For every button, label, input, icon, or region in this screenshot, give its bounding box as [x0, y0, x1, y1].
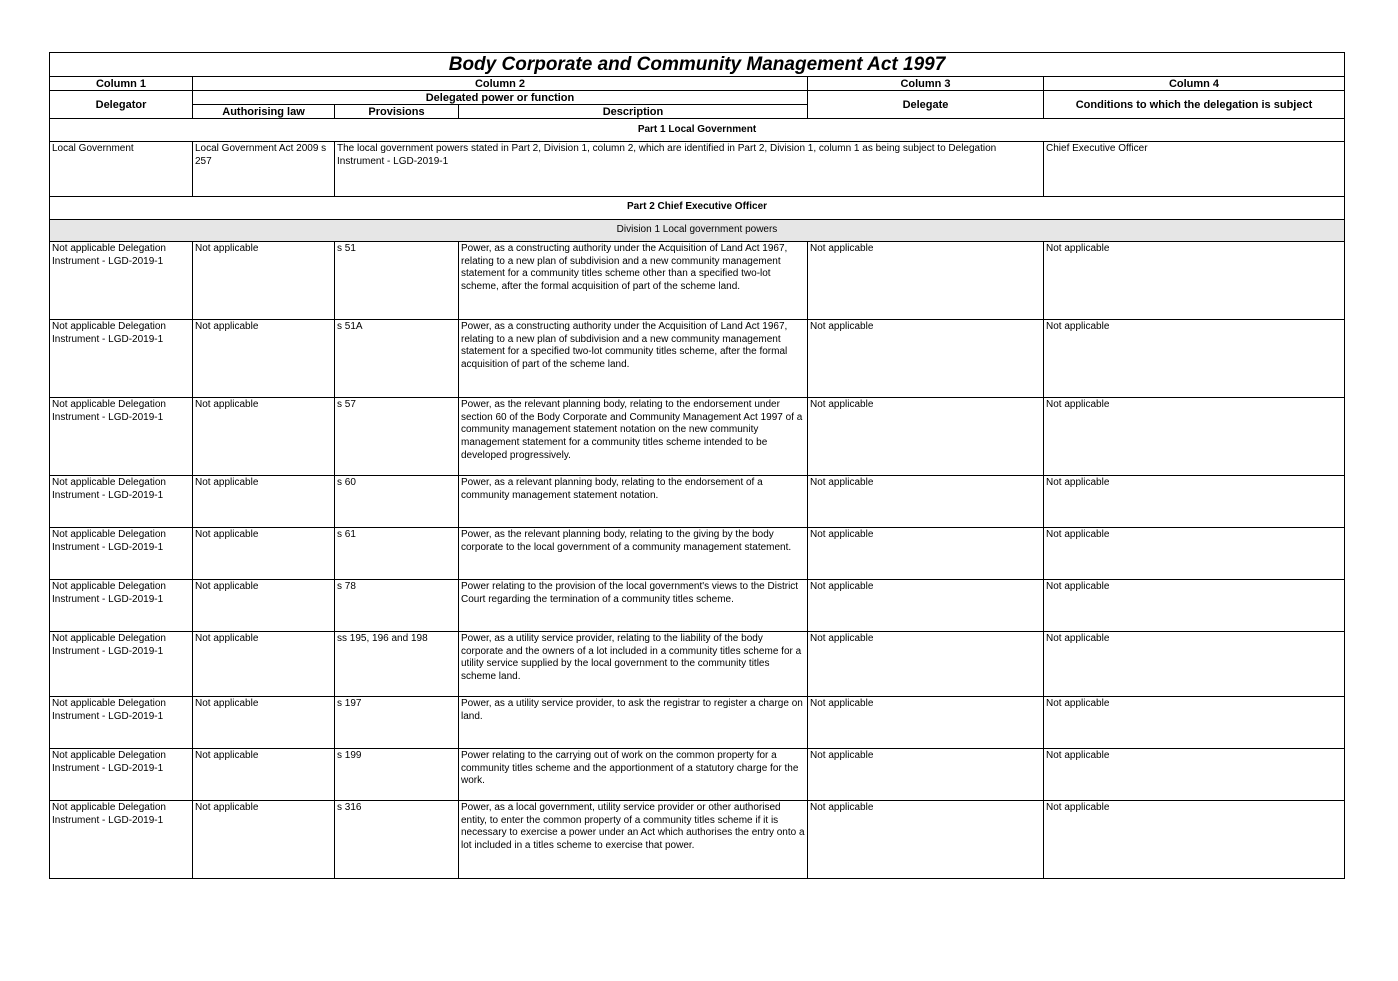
table-row	[50, 579, 1345, 631]
authorising-law-cell: Not applicable	[193, 579, 335, 631]
provisions-cell: s 78	[335, 579, 459, 631]
delegator-cell: Not applicable Delegation Instrument - LGD-2019-1	[50, 631, 193, 696]
conditions-cell: Not applicable	[1044, 475, 1345, 527]
delegate-cell: Not applicable	[808, 475, 1044, 527]
column3-header: Column 3	[808, 77, 1044, 91]
delegate-cell: Not applicable	[808, 696, 1044, 748]
delegator-cell: Not applicable Delegation Instrument - LGD-2019-1	[50, 748, 193, 800]
delegate-cell: Not applicable	[808, 579, 1044, 631]
delegator-cell: Not applicable Delegation Instrument - LGD-2019-1	[50, 800, 193, 878]
delegator-header: Delegator	[50, 91, 193, 119]
part1-delegate: Chief Executive Officer	[1044, 142, 1345, 197]
conditions-cell: Not applicable	[1044, 748, 1345, 800]
delegator-cell: Not applicable Delegation Instrument - LGD-2019-1	[50, 319, 193, 397]
column1-header: Column 1	[50, 77, 193, 91]
provisions-cell: s 316	[335, 800, 459, 878]
authorising-law-cell: Not applicable	[193, 800, 335, 878]
table-row	[50, 319, 1345, 397]
conditions-cell: Not applicable	[1044, 397, 1345, 475]
delegate-cell: Not applicable	[808, 319, 1044, 397]
delegated-power-header: Delegated power or function	[193, 91, 808, 105]
provisions-cell: ss 195, 196 and 198	[335, 631, 459, 696]
conditions-cell: Not applicable	[1044, 800, 1345, 878]
description-cell: Power, as a utility service provider, relating to the liability of the body corporate and the owners of a lot included in a community titles scheme for a utility service supplied by the local government to the community titles scheme land.	[459, 631, 808, 696]
column4-header: Column 4	[1044, 77, 1345, 91]
description-cell: Power, as a constructing authority under the Acquisition of Land Act 1967, relating to a new plan of subdivision and a new community management statement for a community titles scheme other than a specified two-lot scheme, after the formal acquisition of part of the scheme land.	[459, 241, 808, 319]
authorising-law-cell: Not applicable	[193, 748, 335, 800]
description-cell: Power, as the relevant planning body, relating to the giving by the body corporate to the local government of a community management statement.	[459, 527, 808, 579]
provisions-cell: s 57	[335, 397, 459, 475]
authorising-law-cell: Not applicable	[193, 241, 335, 319]
provisions-cell: s 199	[335, 748, 459, 800]
authorising-law-cell: Not applicable	[193, 527, 335, 579]
description-cell: Power, as a constructing authority under the Acquisition of Land Act 1967, relating to a new plan of subdivision and a new community management statement for a specified two-lot community titles scheme, after the formal acquisition of part of the scheme land.	[459, 319, 808, 397]
delegator-cell: Not applicable Delegation Instrument - LGD-2019-1	[50, 527, 193, 579]
delegator-cell: Not applicable Delegation Instrument - LGD-2019-1	[50, 475, 193, 527]
authorising-law-cell: Not applicable	[193, 397, 335, 475]
table-row	[50, 397, 1345, 475]
delegate-cell: Not applicable	[808, 748, 1044, 800]
part1-description: The local government powers stated in Part 2, Division 1, column 2, which are identified in Part 2, Division 1, column 1 as being subject to Delegation Instrument - LGD-2019-1	[335, 142, 1044, 197]
conditions-cell: Not applicable	[1044, 631, 1345, 696]
table-row	[50, 631, 1345, 696]
delegate-cell: Not applicable	[808, 241, 1044, 319]
authorising-law-cell: Not applicable	[193, 631, 335, 696]
delegator-cell: Not applicable Delegation Instrument - LGD-2019-1	[50, 579, 193, 631]
description-cell: Power, as the relevant planning body, relating to the endorsement under section 60 of the Body Corporate and Community Management Act 1997 of a community management statement notation on the new community management statement for a community titles scheme intended to be developed progressively.	[459, 397, 808, 475]
authorising-law-cell: Not applicable	[193, 696, 335, 748]
conditions-cell: Not applicable	[1044, 241, 1345, 319]
division1-heading: Division 1 Local government powers	[50, 219, 1345, 241]
conditions-cell: Not applicable	[1044, 579, 1345, 631]
part1-row	[50, 142, 1345, 197]
provisions-cell: s 51A	[335, 319, 459, 397]
table-row	[50, 696, 1345, 748]
authorising-law-cell: Not applicable	[193, 319, 335, 397]
table-row	[50, 748, 1345, 800]
delegate-cell: Not applicable	[808, 800, 1044, 878]
provisions-cell: s 61	[335, 527, 459, 579]
description-header: Description	[459, 105, 808, 119]
conditions-cell: Not applicable	[1044, 696, 1345, 748]
delegator-cell: Not applicable Delegation Instrument - LGD-2019-1	[50, 696, 193, 748]
document-title: Body Corporate and Community Management Act 1997	[50, 53, 1345, 77]
conditions-cell: Not applicable	[1044, 527, 1345, 579]
description-cell: Power, as a local government, utility service provider or other authorised entity, to enter the common property of a community titles scheme if it is necessary to exercise a power under an Act which authorises the entry onto a lot included in a titles scheme to exercise that power.	[459, 800, 808, 878]
provisions-cell: s 51	[335, 241, 459, 319]
table-row	[50, 475, 1345, 527]
delegate-header: Delegate	[808, 91, 1044, 119]
part1-delegator: Local Government	[50, 142, 193, 197]
table-row	[50, 527, 1345, 579]
delegator-cell: Not applicable Delegation Instrument - LGD-2019-1	[50, 241, 193, 319]
delegator-cell: Not applicable Delegation Instrument - LGD-2019-1	[50, 397, 193, 475]
description-cell: Power relating to the provision of the local government's views to the District Court regarding the termination of a community titles scheme.	[459, 579, 808, 631]
conditions-cell: Not applicable	[1044, 319, 1345, 397]
description-cell: Power, as a utility service provider, to ask the registrar to register a charge on land.	[459, 696, 808, 748]
delegation-table	[49, 52, 1345, 879]
provisions-cell: s 197	[335, 696, 459, 748]
description-cell: Power, as a relevant planning body, relating to the endorsement of a community management statement notation.	[459, 475, 808, 527]
provisions-header: Provisions	[335, 105, 459, 119]
authorising-law-header: Authorising law	[193, 105, 335, 119]
delegate-cell: Not applicable	[808, 631, 1044, 696]
part1-authorising-law: Local Government Act 2009 s 257	[193, 142, 335, 197]
column2-header: Column 2	[193, 77, 808, 91]
description-cell: Power relating to the carrying out of work on the common property for a community titles scheme and the apportionment of a statutory charge for the work.	[459, 748, 808, 800]
provisions-cell: s 60	[335, 475, 459, 527]
table-row	[50, 241, 1345, 319]
conditions-header: Conditions to which the delegation is subject	[1044, 91, 1345, 119]
part1-heading: Part 1 Local Government	[50, 119, 1345, 142]
authorising-law-cell: Not applicable	[193, 475, 335, 527]
delegate-cell: Not applicable	[808, 397, 1044, 475]
table-row	[50, 800, 1345, 878]
delegate-cell: Not applicable	[808, 527, 1044, 579]
part2-heading: Part 2 Chief Executive Officer	[50, 196, 1345, 219]
